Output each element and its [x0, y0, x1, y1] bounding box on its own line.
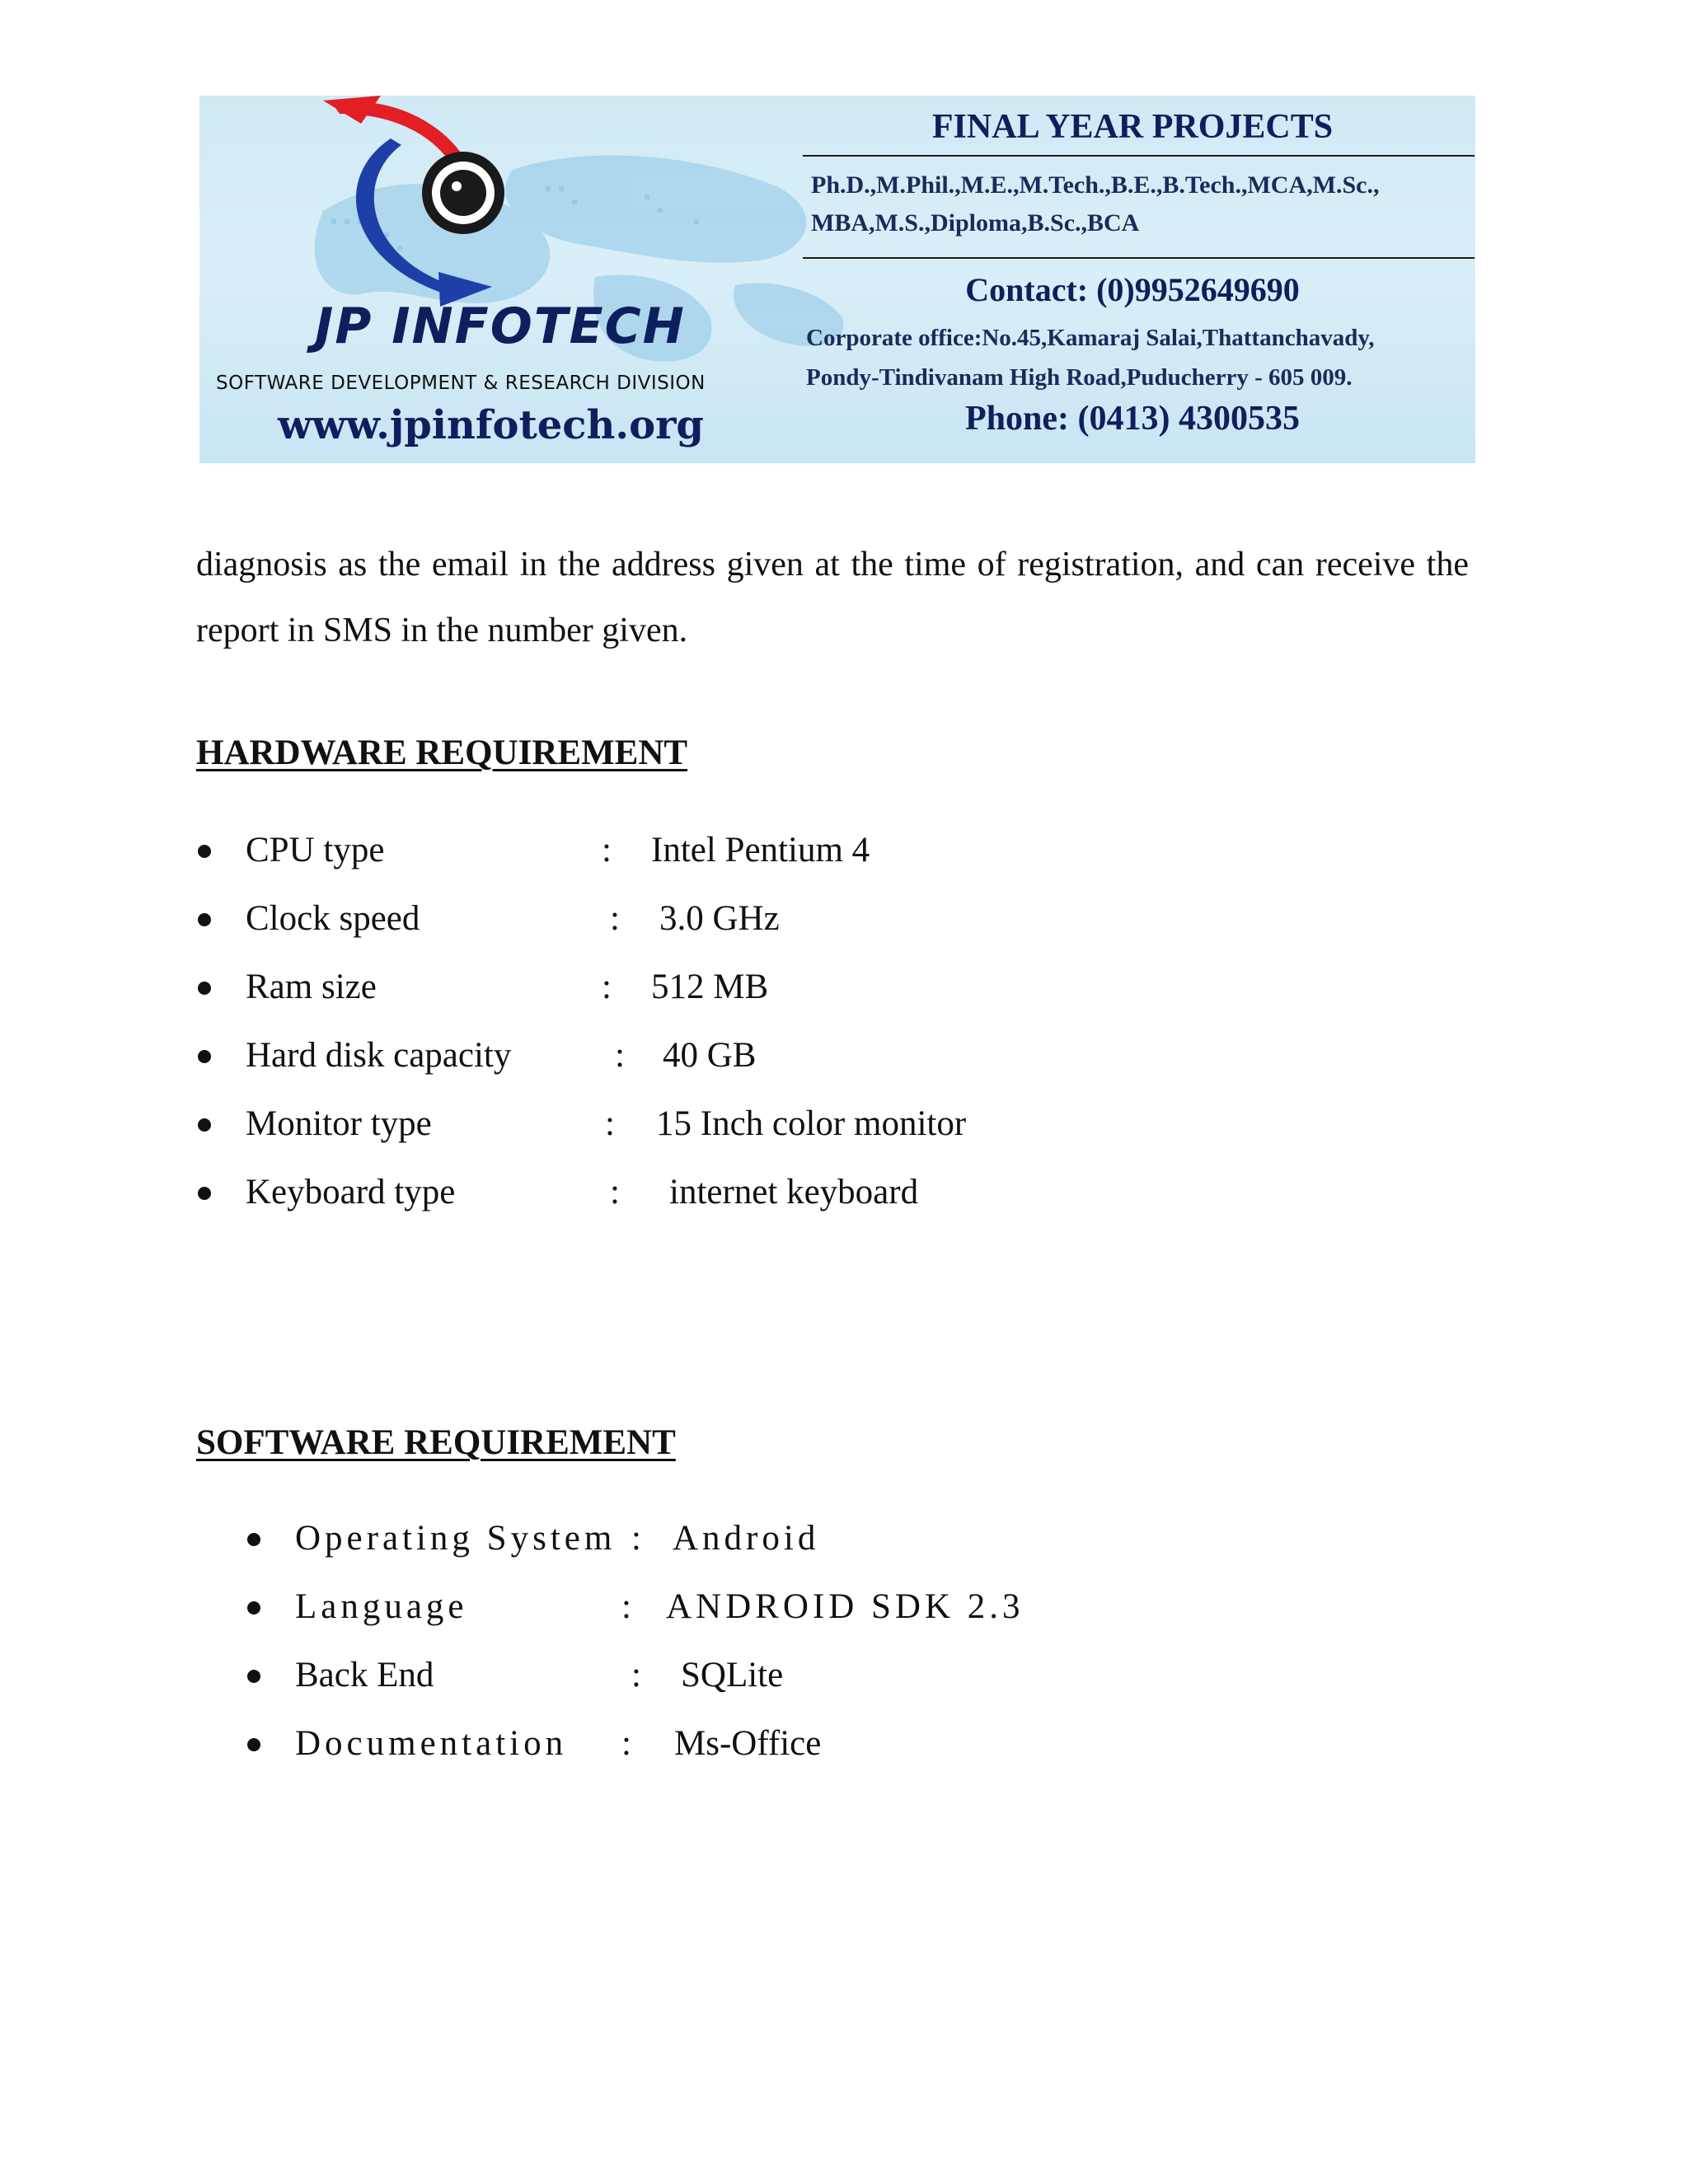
bullet-icon — [247, 1738, 260, 1751]
bullet-icon — [198, 1187, 211, 1200]
requirement-value: 512 MB — [651, 968, 769, 1006]
bullet-icon — [198, 845, 211, 858]
bullet-icon — [247, 1533, 260, 1546]
degrees-line: MBA,M.S.,Diploma,B.Sc.,BCA — [811, 209, 1140, 237]
separator: : — [621, 1587, 631, 1626]
requirement-label: Language — [295, 1587, 468, 1626]
separator: : — [631, 1519, 641, 1558]
requirement-value: internet keyboard — [669, 1173, 919, 1212]
address-line: Pondy-Tindivanam High Road,Puducherry - 605 009. — [806, 364, 1353, 391]
requirement-value: Intel Pentium 4 — [651, 831, 870, 869]
separator: : — [631, 1656, 641, 1694]
requirement-value: 3.0 GHz — [659, 899, 780, 938]
phone-number: Phone: (0413) 4300535 — [965, 400, 1300, 438]
separator: : — [602, 968, 612, 1006]
header-banner — [199, 96, 1475, 463]
requirement-value: SQLite — [681, 1656, 784, 1694]
requirement-value: Android — [673, 1519, 820, 1558]
eye-logo-icon — [199, 96, 579, 310]
requirement-value: Ms-Office — [674, 1724, 822, 1763]
contact-number: Contact: (0)9952649690 — [965, 271, 1300, 308]
brand-website-link[interactable]: www.jpinfotech.org — [278, 402, 704, 448]
requirement-label: Monitor type — [246, 1104, 432, 1143]
separator: : — [602, 831, 612, 869]
requirement-value: 40 GB — [663, 1036, 757, 1075]
corporate-address — [806, 318, 1474, 397]
bullet-icon — [247, 1670, 260, 1683]
degrees-list — [811, 166, 1470, 242]
bullet-icon — [198, 913, 211, 926]
requirement-value: ANDROID SDK 2.3 — [666, 1587, 1025, 1626]
divider — [803, 257, 1475, 259]
divider — [803, 155, 1475, 157]
bullet-icon — [247, 1601, 260, 1615]
requirement-label: Operating System — [295, 1519, 617, 1558]
requirement-label: Hard disk capacity — [246, 1036, 512, 1075]
bullet-icon — [198, 1050, 211, 1063]
separator: : — [610, 1173, 620, 1212]
banner-contact-panel — [803, 96, 1462, 463]
bullet-icon — [198, 1118, 211, 1132]
banner-title: FINAL YEAR PROJECTS — [931, 108, 1334, 146]
bullet-icon — [198, 982, 211, 995]
brand-tagline: SOFTWARE DEVELOPMENT & RESEARCH DIVISION — [216, 373, 706, 394]
requirement-label: Back End — [295, 1656, 434, 1694]
requirement-label: Clock speed — [246, 899, 420, 938]
address-line: Corporate office:No.45,Kamaraj Salai,Thattanchavady, — [806, 325, 1375, 351]
brand-name: JP INFOTECH — [315, 298, 686, 355]
separator: : — [621, 1724, 631, 1763]
hardware-heading: HARDWARE REQUIREMENT — [196, 733, 688, 772]
requirement-label: Ram size — [246, 968, 377, 1006]
requirement-label: CPU type — [246, 831, 385, 869]
separator: : — [610, 899, 620, 938]
requirement-label: Keyboard type — [246, 1173, 456, 1212]
requirement-value: 15 Inch color monitor — [656, 1104, 967, 1143]
degrees-line: Ph.D.,M.Phil.,M.E.,M.Tech.,B.E.,B.Tech.,MCA,M.Sc., — [811, 171, 1380, 199]
separator: : — [605, 1104, 615, 1143]
intro-paragraph: diagnosis as the email in the address given at the time of registration, and can receive the report in SMS in the number given. — [196, 546, 1469, 649]
separator: : — [615, 1036, 625, 1075]
requirement-label: Documentation — [295, 1724, 568, 1763]
software-heading: SOFTWARE REQUIREMENT — [196, 1423, 676, 1462]
